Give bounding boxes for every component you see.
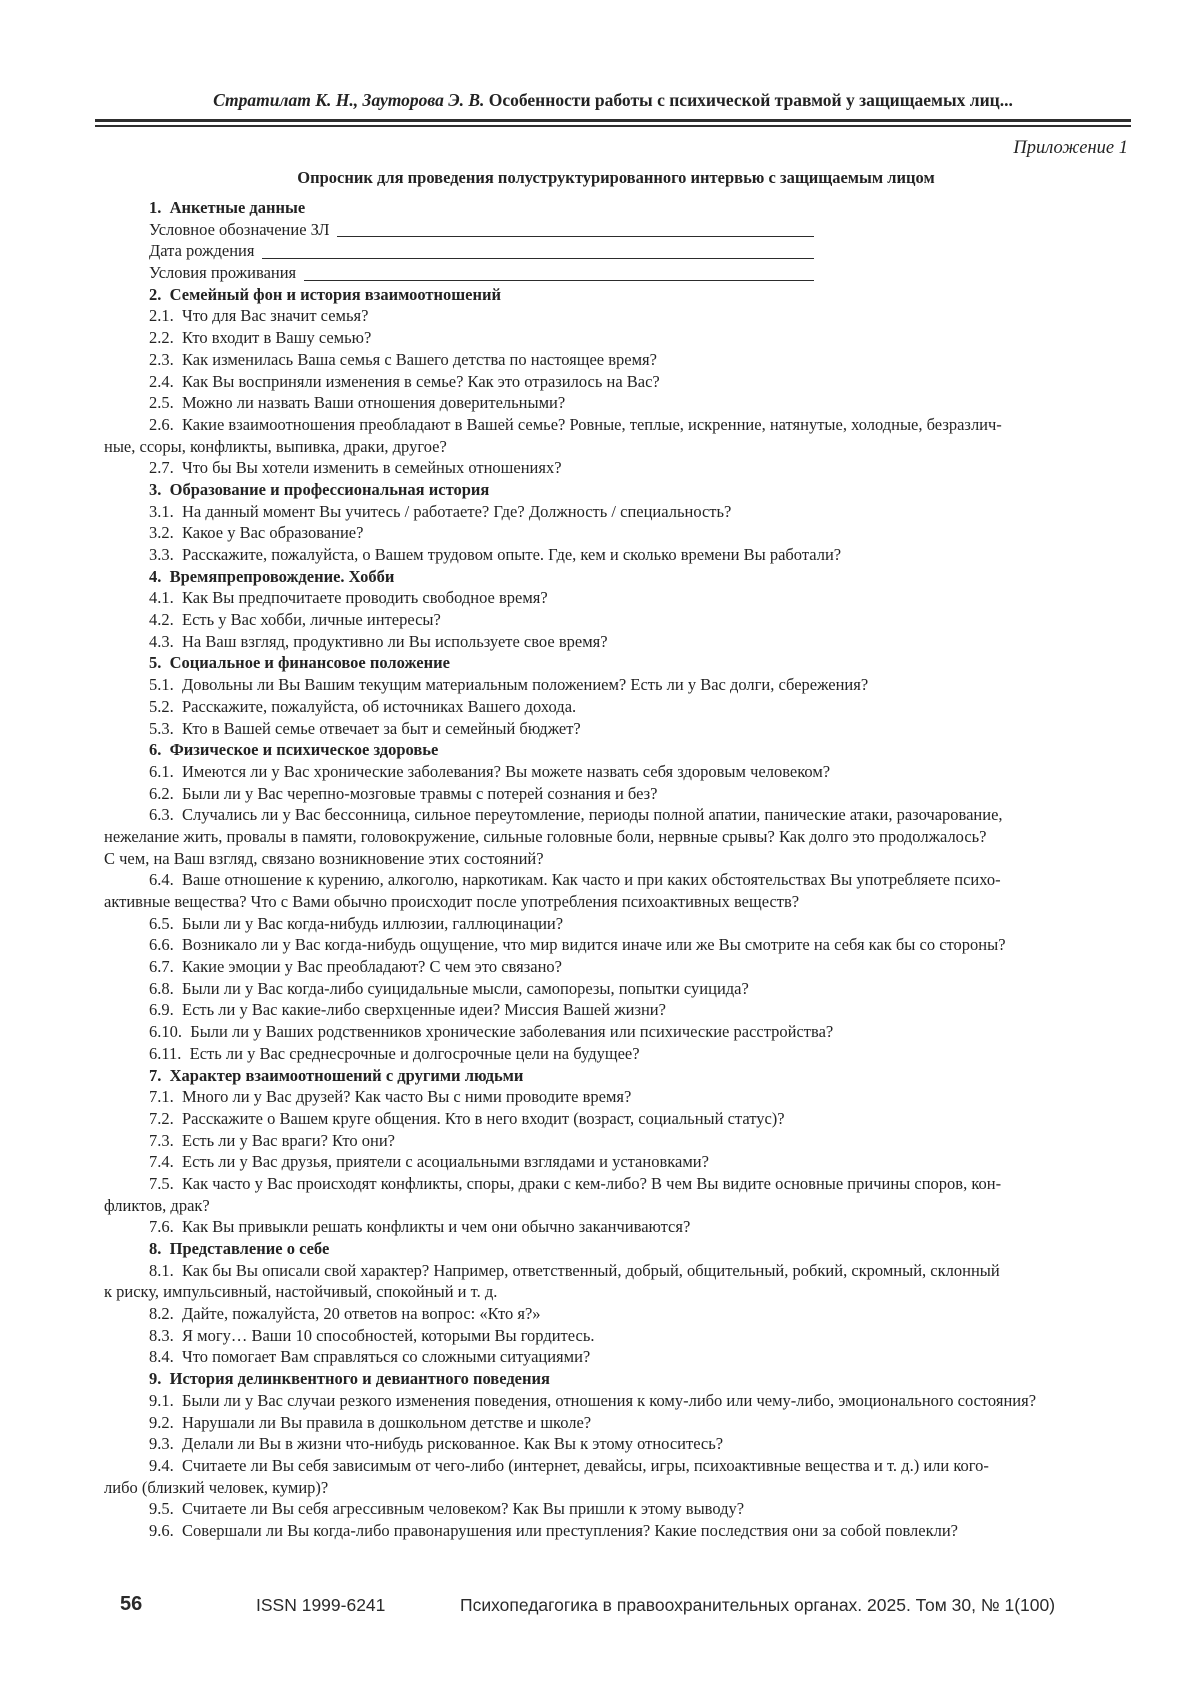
question-line: 6.10. Были ли у Ваших родственников хронические заболевания или психические расстройства?	[149, 1022, 834, 1042]
blank-underline	[262, 240, 814, 259]
question-line: 9.4. Считаете ли Вы себя зависимым от чего-либо (интернет, девайсы, игры, психоактивные вещества и т. д.) или кого-	[149, 1455, 989, 1475]
question-line: 6.5. Были ли у Вас когда-нибудь иллюзии, галлюцинации?	[149, 913, 564, 933]
question-line: 5.1. Довольны ли Вы Вашим текущим материальным положением? Есть ли у Вас долги, сбережения?	[149, 675, 869, 695]
section-heading: 6. Физическое и психическое здоровье	[149, 740, 439, 760]
field-label: Условия проживания	[149, 263, 297, 283]
appendix-label: Приложение 1	[1013, 138, 1128, 158]
question-continuation-line: нежелание жить, провалы в памяти, головокружение, сильные головные боли, нервные срывы? Как долго это продолжалось?	[104, 826, 987, 846]
section-heading: 1. Анкетные данные	[149, 198, 306, 217]
field-label: Дата рождения	[149, 241, 255, 261]
question-line: 7.5. Как часто у Вас происходят конфликты, споры, драки с кем-либо? В чем Вы видите основные причины споров, кон-	[149, 1173, 1002, 1193]
section-heading: 3. Образование и профессиональная история	[149, 479, 490, 499]
question-line: 9.2. Нарушали ли Вы правила в дошкольном детстве и школе?	[149, 1412, 592, 1432]
question-line: 5.2. Расскажите, пожалуйста, об источниках Вашего дохода.	[149, 696, 577, 716]
question-continuation-line: ные, ссоры, конфликты, выпивка, драки, другое?	[104, 436, 447, 456]
questionnaire-title: Опросник для проведения полуструктурированного интервью с защищаемым лицом	[297, 168, 935, 187]
section-heading: 5. Социальное и финансовое положение	[149, 653, 450, 673]
question-continuation-line: к риску, импульсивный, настойчивый, спокойный и т. д.	[104, 1282, 498, 1302]
questionnaire-body	[104, 197, 1128, 1542]
journal-citation: Психопедагогика в правоохранительных органах. 2025. Том 30, № 1(100)	[460, 1595, 1056, 1615]
question-line: 7.2. Расскажите о Вашем круге общения. Кто в него входит (возраст, социальный статус)?	[149, 1108, 785, 1128]
question-line: 9.5. Считаете ли Вы себя агрессивным человеком? Как Вы пришли к этому выводу?	[149, 1499, 745, 1519]
question-line: 7.4. Есть ли у Вас друзья, приятели с асоциальными взглядами и установками?	[149, 1152, 709, 1172]
question-line: 9.1. Были ли у Вас случаи резкого изменения поведения, отношения к кому-либо или чему-либо, эмоционального состояния?	[149, 1390, 1037, 1410]
question-line: 3.1. На данный момент Вы учитесь / работаете? Где? Должность / специальность?	[149, 501, 732, 521]
question-line: 2.1. Что для Вас значит семья?	[149, 306, 369, 326]
question-line: 6.6. Возникало ли у Вас когда-нибудь ощущение, что мир видится иначе или же Вы смотрите на себя как бы со стороны?	[149, 935, 1006, 955]
question-line: 6.3. Случались ли у Вас бессонница, сильное переутомление, периоды полной апатии, панические атаки, разочарование,	[149, 805, 1003, 825]
page-number: 56	[120, 1593, 143, 1615]
question-continuation-line: либо (близкий человек, кумир)?	[104, 1477, 329, 1497]
question-continuation-line: фликтов, драк?	[104, 1195, 210, 1215]
running-head-article-title: Особенности работы с психической травмой у защищаемых лиц...	[484, 90, 1013, 110]
blank-underline	[304, 262, 814, 281]
question-line: 8.4. Что помогает Вам справляться со сложными ситуациями?	[149, 1347, 591, 1367]
question-line: 7.3. Есть ли у Вас враги? Кто они?	[149, 1130, 395, 1150]
question-line: 6.8. Были ли у Вас когда-либо суицидальные мысли, самопорезы, попытки суицида?	[149, 978, 749, 998]
question-continuation-line: С чем, на Ваш взгляд, связано возникновение этих состояний?	[104, 848, 544, 868]
question-line: 6.11. Есть ли у Вас среднесрочные и долгосрочные цели на будущее?	[149, 1043, 640, 1063]
question-line: 2.2. Кто входит в Вашу семью?	[149, 328, 372, 348]
issn-label: ISSN 1999-6241	[256, 1595, 386, 1615]
section-heading: 8. Представление о себе	[149, 1239, 330, 1258]
form-field-line	[104, 219, 814, 241]
header-double-rule	[95, 119, 1131, 127]
question-line: 8.3. Я могу… Ваши 10 способностей, которыми Вы гордитесь.	[149, 1325, 595, 1345]
question-line: 2.5. Можно ли назвать Ваши отношения доверительными?	[149, 393, 566, 413]
section-heading: 7. Характер взаимоотношений с другими людьми	[149, 1065, 524, 1085]
form-field-line	[104, 240, 814, 262]
question-line: 4.3. На Ваш взгляд, продуктивно ли Вы используете свое время?	[149, 631, 608, 651]
running-head	[95, 90, 1131, 111]
question-line: 6.1. Имеются ли у Вас хронические заболевания? Вы можете назвать себя здоровым человеком?	[149, 761, 831, 781]
page-footer	[104, 1593, 1128, 1621]
question-line: 6.2. Были ли у Вас черепно-мозговые травмы с потерей сознания и без?	[149, 783, 658, 803]
question-line: 8.1. Как бы Вы описали свой характер? Например, ответственный, добрый, общительный, робкий, скромный, склонный	[149, 1260, 1000, 1280]
question-line: 9.6. Совершали ли Вы когда-либо правонарушения или преступления? Какие последствия они за собой повлекли?	[149, 1520, 958, 1540]
question-line: 2.4. Как Вы восприняли изменения в семье? Как это отразилось на Вас?	[149, 371, 660, 391]
question-line: 2.3. Как изменилась Ваша семья с Вашего детства по настоящее время?	[149, 349, 657, 369]
field-label: Условное обозначение ЗЛ	[149, 219, 330, 239]
question-line: 6.9. Есть ли у Вас какие-либо сверхценные идеи? Миссия Вашей жизни?	[149, 1000, 666, 1020]
running-head-authors: Стратилат К. Н., Зауторова Э. В.	[213, 90, 485, 110]
section-heading: 4. Времяпрепровождение. Хобби	[149, 566, 395, 586]
question-line: 5.3. Кто в Вашей семье отвечает за быт и семейный бюджет?	[149, 718, 581, 738]
question-continuation-line: активные вещества? Что с Вами обычно происходит после употребления психоактивных веществ?	[104, 892, 800, 911]
question-line: 3.2. Какое у Вас образование?	[149, 523, 364, 543]
question-line: 4.2. Есть у Вас хобби, личные интересы?	[149, 610, 441, 630]
section-heading: 2. Семейный фон и история взаимоотношений	[149, 284, 502, 304]
question-line: 2.6. Какие взаимоотношения преобладают в Вашей семье? Ровные, теплые, искренние, натянутые, холодные, безразлич-	[149, 414, 1002, 434]
question-line: 3.3. Расскажите, пожалуйста, о Вашем трудовом опыте. Где, кем и сколько времени Вы работали?	[149, 545, 842, 564]
question-line: 2.7. Что бы Вы хотели изменить в семейных отношениях?	[149, 458, 562, 478]
section-heading: 9. История делинквентного и девиантного поведения	[149, 1369, 550, 1389]
blank-underline	[337, 219, 814, 238]
question-line: 6.7. Какие эмоции у Вас преобладают? С чем это связано?	[149, 957, 562, 977]
question-line: 6.4. Ваше отношение к курению, алкоголю, наркотикам. Как часто и при каких обстоятельствах Вы употребляете психо-	[149, 870, 1001, 890]
question-line: 7.1. Много ли у Вас друзей? Как часто Вы с ними проводите время?	[149, 1087, 632, 1107]
question-line: 7.6. Как Вы привыкли решать конфликты и чем они обычно заканчиваются?	[149, 1217, 691, 1237]
question-line: 8.2. Дайте, пожалуйста, 20 ответов на вопрос: «Кто я?»	[149, 1304, 541, 1324]
form-field-line	[104, 262, 814, 284]
question-line: 9.3. Делали ли Вы в жизни что-нибудь рискованное. Как Вы к этому относитесь?	[149, 1434, 724, 1454]
question-line: 4.1. Как Вы предпочитаете проводить свободное время?	[149, 588, 548, 608]
